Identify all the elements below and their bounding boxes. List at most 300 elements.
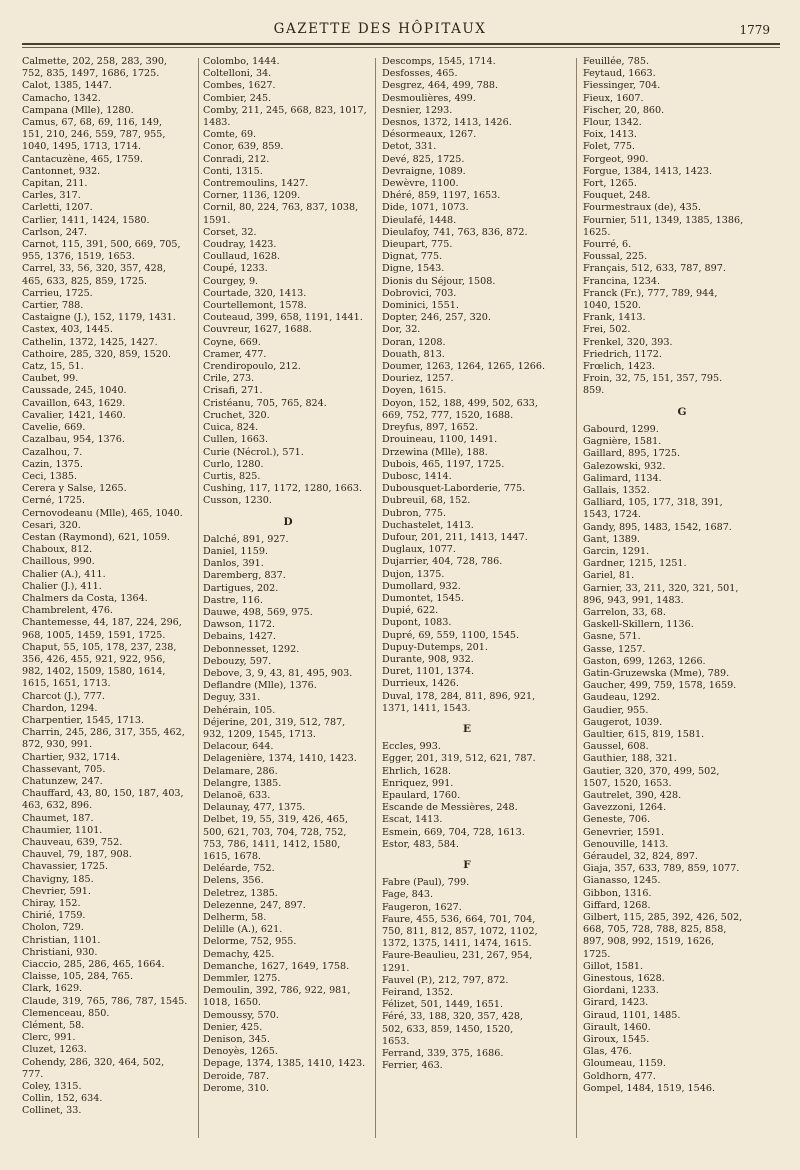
index-entry: 1591. [203,214,231,226]
index-entry: Frank, 1413. [583,312,646,324]
index-entry: Géraudel, 32, 824, 897. [583,851,698,862]
index-entry: Cantacuzène, 465, 1759. [22,153,143,165]
index-entry: Capitan, 211. [22,178,88,190]
index-entry: Crendiropoulo, 212. [203,361,301,373]
index-entry: Garrelon, 33, 68. [583,606,666,618]
index-entry: Dartigues, 202. [203,582,279,594]
index-entry: Carletti, 1207. [22,202,93,214]
index-entry: Gaugerot, 1039. [583,716,663,728]
index-entry: 753, 786, 1411, 1412, 1580, [203,838,341,850]
index-entry: Désormeaux, 1267. [382,129,477,141]
index-entry: Dobrovici, 703. [382,287,457,299]
index-entry: Dupont, 1083. [382,617,452,629]
index-entry: Campana (Mlle), 1280. [22,104,134,116]
index-entry: Comte, 69. [203,129,257,141]
index-entry: Carrieu, 1725. [22,287,93,299]
index-entry: Doumer, 1263, 1264, 1265, 1266. [382,361,546,373]
index-entry: Gavezzoni, 1264. [583,802,667,814]
index-entry: 1040, 1495, 1713, 1714. [22,141,142,153]
index-entry: Calmette, 202, 258, 283, 390, [22,56,167,67]
index-entry: Doyen, 1615. [382,385,447,397]
index-entry: Carrel, 33, 56, 320, 357, 428, [22,263,166,275]
index-entry: Crisafi, 271. [203,385,263,397]
index-entry: Chavassier, 1725. [22,861,109,873]
index-entry: Fischer, 20, 860. [583,104,665,116]
index-entry: Deflandre (Mlle), 1376. [203,680,317,692]
index-entry: Camus, 67, 68, 69, 116, 149, [22,117,163,129]
index-entry: Dieulafoy, 741, 763, 836, 872. [382,226,528,238]
index-entry: Dide, 1071, 1073. [382,202,469,214]
index-entry: 1725. [583,948,611,960]
index-entry: Delamare, 286. [203,765,278,777]
index-entry: Detot, 331. [382,141,437,153]
index-entry: Clément, 58. [22,1020,85,1032]
index-entry: Couteaud, 399, 658, 1191, 1441. [203,312,363,324]
index-entry: Gardner, 1215, 1251. [583,558,687,570]
index-entry: Combier, 245. [203,92,272,104]
index-entry: 465, 633, 825, 859, 1725. [22,275,148,287]
index-entry: Chirié, 1759. [22,910,86,922]
index-entry: Chardon, 1294. [22,702,98,714]
index-entry: 1543, 1724. [583,509,641,521]
index-entry: Foussal, 225. [583,251,648,263]
index-entry: Clark, 1629. [22,983,83,995]
index-entry: Chalier (A.), 411. [22,568,106,580]
index-entry: Fournier, 511, 1349, 1385, 1386, [583,214,744,226]
index-entry: Curie (Nécrol.), 571. [203,446,304,458]
index-entry: Ferrier, 463. [382,1060,443,1072]
index-entry: Cruchet, 320. [203,409,270,421]
index-entry: Comby, 211, 245, 668, 823, 1017, [203,104,367,116]
index-entry: Duret, 1101, 1374. [382,666,475,678]
column-divider-1 [198,58,199,1138]
index-entry: Delorme, 752, 955. [203,936,297,948]
index-entry: Gaucher, 499, 759, 1578, 1659. [583,680,737,692]
index-entry: Devraigne, 1089. [382,165,466,177]
index-entry: Cluzet, 1263. [22,1044,87,1056]
index-entry: Chalier (J.), 411. [22,580,102,592]
index-entry: Chassevant, 705. [22,763,106,775]
index-entry: Eccles, 993. [382,741,441,753]
index-entry: Giaja, 357, 633, 789, 859, 1077. [583,863,740,875]
index-entry: Cerné, 1725. [22,495,86,507]
index-entry: Esmein, 669, 704, 728, 1613. [382,826,525,838]
index-entry: 669, 752, 777, 1520, 1688. [382,409,514,421]
index-entry: Déjerine, 201, 319, 512, 787, [203,716,346,728]
index-entry: 750, 811, 812, 857, 1072, 1102, [382,926,538,938]
index-entry: Cathelin, 1372, 1425, 1427. [22,336,158,348]
index-entry: Delezenne, 247, 897. [203,899,306,911]
index-entry: Curtis, 825. [203,470,261,482]
index-entry: Ginestous, 1628. [583,973,665,985]
index-entry: Dubousquet-Laborderie, 775. [382,483,526,495]
index-entry: Estor, 483, 584. [382,838,459,850]
index-entry: Curlo, 1280. [203,458,264,470]
index-entry: Faugeron, 1627. [382,901,462,913]
index-entry: Giroux, 1545. [583,1034,650,1046]
index-entry: Folet, 775. [583,141,635,153]
index-entry: Daremberg, 837. [203,570,286,582]
index-entry: Escat, 1413. [382,814,443,826]
index-entry: Danlos, 391. [203,558,264,570]
index-entry: Garnier, 33, 211, 320, 321, 501, [583,582,739,594]
index-entry: Cazin, 1375. [22,458,83,470]
index-entry: Contremoulins, 1427. [203,178,309,190]
index-entry: Froin, 32, 75, 151, 357, 795. [583,373,723,385]
index-entry: Giffard, 1268. [583,899,651,911]
index-entry: 668, 705, 728, 788, 825, 858, [583,924,727,936]
index-entry: Dauwe, 498, 569, 975. [203,606,313,618]
index-entry: Escande de Messières, 248. [382,802,518,814]
index-entry: Combes, 1627. [203,80,276,92]
index-entry: Gagnière, 1581. [583,436,662,448]
index-entry: Deguy, 331. [203,692,261,704]
index-entry: Corner, 1136, 1209. [203,190,301,202]
index-entry: Dominici, 1551. [382,300,459,312]
section-letter: F [463,859,471,871]
index-entry: 1291. [382,962,410,974]
index-entry: Flour, 1342. [583,117,642,129]
index-entry: Francina, 1234. [583,275,661,287]
index-entry: Debove, 3, 9, 43, 81, 495, 903. [203,667,353,679]
index-entry: Chiray, 152. [22,898,81,910]
index-entry: Dopter, 246, 257, 320. [382,312,491,324]
index-entry: Douath, 813. [382,348,445,360]
index-entry: Dionis du Séjour, 1508. [382,275,496,287]
index-entry: Cazalbau, 954, 1376. [22,434,125,446]
index-entry: Dubron, 775. [382,507,447,519]
index-entry: Gloumeau, 1159. [583,1058,666,1070]
index-entry: Delagenière, 1374, 1410, 1423. [203,753,357,765]
index-entry: Dieulafé, 1448. [382,214,457,226]
index-entry: Digne, 1543. [382,263,445,275]
index-entry: Français, 512, 633, 787, 897. [583,263,726,275]
index-entry: 897, 908, 992, 1519, 1626, [583,936,715,948]
index-entry: Dieupart, 775. [382,239,453,251]
index-entry: Fage, 843. [382,889,434,901]
index-entry: Carnot, 115, 391, 500, 669, 705, [22,239,181,251]
index-entry: 1615, 1678. [203,851,261,862]
index-entry: Doran, 1208. [382,336,446,348]
index-entry: 932, 1209, 1545, 1713. [203,728,316,740]
index-entry: Chauveau, 639, 752. [22,837,123,848]
index-entry: Girard, 1423. [583,997,649,1009]
index-entry: Drouineau, 1100, 1491. [382,434,498,446]
index-entry: Carlson, 247. [22,226,88,238]
index-entry: Delbet, 19, 55, 319, 426, 465, [203,814,349,826]
index-entry: Gaultier, 615, 819, 1581. [583,728,705,740]
index-entry: Coullaud, 1628. [203,251,281,263]
index-entry: Colombo, 1444. [203,56,280,67]
index-entry: Chaput, 55, 105, 178, 237, 238, [22,641,177,653]
column-divider-2 [375,58,376,1138]
index-entry: Dumontet, 1545. [382,592,464,604]
index-entry: Couvreur, 1627, 1688. [203,324,312,336]
index-entry: Coudray, 1423. [203,239,277,251]
page-number: 1779 [739,23,770,37]
index-entry: Gauthier, 188, 321. [583,753,677,765]
index-entry: Frœlich, 1423. [583,361,655,373]
index-entry: Castaigne (J.), 152, 1179, 1431. [22,312,176,324]
index-entry: Conor, 639, 859. [203,141,284,153]
index-entry: Collin, 152, 634. [22,1093,103,1105]
index-entry: Egger, 201, 319, 512, 621, 787. [382,753,536,765]
index-entry: Cushing, 117, 1172, 1280, 1663. [203,483,363,495]
index-entry: Debouzy, 597. [203,655,272,667]
index-entry: Delacour, 644. [203,741,274,753]
index-entry: Calot, 1385, 1447. [22,80,112,92]
index-entry: Chalmers da Costa, 1364. [22,592,148,604]
index-entry: 1625. [583,226,611,238]
index-entry: Durrieux, 1426. [382,678,459,690]
index-entry: Debonnesset, 1292. [203,643,300,655]
index-entry: Cernovodeanu (Mlle), 465, 1040. [22,507,183,519]
index-entry: Delherm, 58. [203,912,267,924]
index-entry: Genouville, 1413. [583,838,669,850]
index-entry: Gaussel, 608. [583,741,649,753]
index-entry: Fabre (Paul), 799. [382,877,470,889]
index-entry: 982, 1402, 1509, 1580, 1614, [22,666,166,678]
index-entry: Gompel, 1484, 1519, 1546. [583,1082,716,1094]
index-entry: Dor, 32. [382,324,421,336]
index-entry: Dewèvre, 1100. [382,178,459,190]
index-entry: Coupé, 1233. [203,263,268,275]
index-entry: Dumollard, 932. [382,580,461,592]
index-entry: 1483. [203,117,231,129]
index-entry: Caubet, 99. [22,373,79,385]
header-rule-thin [22,47,780,48]
index-entry: Cornil, 80, 224, 763, 837, 1038, [203,202,359,214]
index-entry: Gallais, 1352. [583,484,650,496]
index-column-4 [583,56,781,1095]
index-entry: 859. [583,385,605,397]
index-entry: 752, 835, 1497, 1686, 1725. [22,68,160,80]
index-entry: Courgey, 9. [203,275,259,287]
index-entry: Friedrich, 1172. [583,348,662,360]
index-entry: Durante, 908, 932. [382,653,474,665]
index-entry: Delaunay, 477, 1375. [203,802,306,814]
index-entry: Cathoire, 285, 320, 859, 1520. [22,348,171,360]
index-entry: Demachy, 425. [203,948,275,960]
index-entry: Clemenceau, 850. [22,1007,110,1019]
index-entry: 1018, 1650. [203,997,261,1009]
index-entry: Dehérain, 105. [203,704,276,716]
index-entry: Fourré, 6. [583,239,632,251]
section-letter: G [677,405,687,418]
index-entry: Drzewina (Mlle), 188. [382,446,488,458]
index-entry: Dubois, 465, 1197, 1725. [382,458,505,470]
index-entry: Duval, 178, 284, 811, 896, 921, [382,690,536,702]
index-entry: Cuica, 824. [203,422,259,434]
index-entry: Cartier, 788. [22,300,84,312]
index-entry: Gabourd, 1299. [583,423,659,435]
index-entry: Dujarrier, 404, 728, 786. [382,556,503,568]
index-entry: Desmoulières, 499. [382,92,476,104]
index-entry: Cerera y Salse, 1265. [22,483,127,495]
index-entry: Gillot, 1581. [583,960,644,972]
index-entry: 356, 426, 455, 921, 922, 956, [22,653,166,665]
index-entry: Gasne, 571. [583,631,641,643]
index-entry: Fort, 1265. [583,178,637,190]
index-entry: Dubreuil, 68, 152. [382,495,471,507]
index-entry: Depage, 1374, 1385, 1410, 1423. [203,1058,366,1070]
index-entry: Chaumet, 187. [22,812,94,824]
index-entry: Gaudier, 955. [583,704,649,716]
index-entry: 1040, 1520. [583,300,641,312]
index-entry: Fouquet, 248. [583,190,651,202]
index-entry: Courtellemont, 1578. [203,300,307,312]
index-entry: 1507, 1520, 1653. [583,777,672,789]
index-entry: Delille (A.), 621. [203,924,283,936]
index-entry: Gilbert, 115, 285, 392, 426, 502, [583,912,743,924]
index-entry: Delanoë, 633. [203,789,271,801]
index-entry: Cristéanu, 705, 765, 824. [203,397,327,409]
index-entry: Gaston, 699, 1263, 1266. [583,655,706,667]
index-entry: Cazalhou, 7. [22,446,83,458]
index-entry: Carles, 317. [22,190,81,202]
index-entry: Demoulin, 392, 786, 922, 981, [203,985,351,997]
index-entry: Duchastelet, 1413. [382,519,474,531]
index-entry: Corset, 32. [203,226,257,238]
index-entry: Féré, 33, 188, 320, 357, 428, [382,1011,524,1023]
index-entry: Cusson, 1230. [203,495,272,507]
index-entry: Galliard, 105, 177, 318, 391, [583,497,723,509]
index-entry: Gibbon, 1316. [583,887,652,899]
index-entry: 500, 621, 703, 704, 728, 752, [203,826,347,838]
index-entry: Gautier, 320, 370, 499, 502, [583,765,720,777]
index-entry: Crile, 273. [203,373,255,385]
index-entry: 896, 943, 991, 1483. [583,594,684,606]
index-entry: Denison, 345. [203,1034,270,1046]
index-entry: Christian, 1101. [22,934,101,946]
index-entry: Doyon, 152, 188, 499, 502, 633, [382,397,538,409]
index-entry: Gariel, 81. [583,570,635,582]
index-entry: 502, 633, 859, 1450, 1520, [382,1023,514,1035]
index-entry: Geneste, 706. [583,814,651,826]
index-entry: Fieux, 1607. [583,92,644,104]
index-entry: Frenkel, 320, 393. [583,336,673,348]
index-entry: Gaudeau, 1292. [583,692,660,704]
index-entry: Epaulard, 1760. [382,789,461,801]
index-entry: Cullen, 1663. [203,434,269,446]
index-entry: Courtade, 320, 1413. [203,287,307,299]
index-entry: Delens, 356. [203,875,264,887]
index-entry: 463, 632, 896. [22,800,93,812]
index-entry: 1371, 1411, 1543. [382,702,471,714]
index-column-3 [382,56,552,1072]
index-entry: Genevrier, 1591. [583,826,665,838]
index-entry: Franck (Fr.), 777, 789, 944, [583,287,718,299]
header-rule-thick [22,43,780,45]
index-entry: Gasse, 1257. [583,643,646,655]
index-entry: Galezowski, 932. [583,460,666,472]
index-entry: Daniel, 1159. [203,545,268,557]
index-entry: Fiessinger, 704. [583,80,661,92]
index-entry: Charcot (J.), 777. [22,690,105,702]
index-entry: Forgeot, 990. [583,153,649,165]
index-entry: Dubosc, 1414. [382,470,452,482]
index-entry: Feuillée, 785. [583,56,650,67]
page-header [0,0,800,60]
index-entry: Chaillous, 990. [22,556,95,568]
index-entry: Dalché, 891, 927. [203,533,289,545]
index-entry: Foix, 1413. [583,129,637,141]
index-entry: Giraud, 1101, 1485. [583,1009,681,1021]
index-entry: Clerc, 991. [22,1032,76,1044]
index-entry: Demanche, 1627, 1649, 1758. [203,960,350,972]
index-entry: Frei, 502. [583,324,631,336]
index-entry: Castex, 403, 1445. [22,324,113,336]
index-entry: Gant, 1389. [583,533,640,545]
index-entry: Gaskell-Skillern, 1136. [583,619,694,631]
index-entry: Galimard, 1134. [583,472,662,484]
index-entry: Enriquez, 991. [382,777,454,789]
index-entry: Derome, 310. [203,1082,269,1094]
index-entry: Collinet, 33. [22,1105,82,1117]
index-entry: Forgue, 1384, 1413, 1423. [583,165,713,177]
index-entry: Chavigny, 185. [22,873,94,885]
index-entry: Cavalier, 1421, 1460. [22,409,126,421]
index-entry: Giordani, 1233. [583,985,659,997]
index-entry: Claude, 319, 765, 786, 787, 1545. [22,995,188,1007]
index-entry: Dufour, 201, 211, 1413, 1447. [382,531,528,543]
index-entry: Fourmestraux (de), 435. [583,202,701,214]
index-entry: Glas, 476. [583,1046,632,1058]
index-entry: Charrin, 245, 286, 317, 355, 462, [22,727,185,739]
index-entry: Desgrez, 464, 499, 788. [382,80,499,92]
index-entry: Desnier, 1293. [382,104,453,116]
index-entry: Chaumier, 1101. [22,824,103,836]
index-entry: 1372, 1375, 1411, 1474, 1615. [382,938,532,950]
index-column-2 [203,56,373,1095]
index-entry: Chauffard, 43, 80, 150, 187, 403, [22,788,184,800]
index-entry: 1615, 1651, 1713. [22,678,111,690]
index-entry: Gatin-Gruzewska (Mme), 789. [583,667,730,679]
section-letter: E [462,722,471,735]
index-entry: Dupré, 69, 559, 1100, 1545. [382,629,520,641]
index-entry: Chaboux, 812. [22,544,93,556]
index-entry: Girault, 1460. [583,1021,651,1033]
index-entry: Delangre, 1385. [203,777,282,789]
index-entry: Catz, 15, 51. [22,361,84,373]
column-divider-3 [576,58,577,1138]
index-entry: Dupié, 622. [382,605,439,617]
index-entry: Debains, 1427. [203,631,276,643]
index-entry: Chartier, 932, 1714. [22,751,120,763]
index-entry: 968, 1005, 1459, 1591, 1725. [22,629,166,641]
index-entry: Deroide, 787. [203,1070,270,1082]
index-entry: Cestan (Raymond), 621, 1059. [22,531,170,543]
index-entry: Cavelie, 669. [22,422,86,434]
index-entry: Dastre, 116. [203,594,263,606]
index-entry: Deléarde, 752. [203,863,275,875]
index-entry: Coley, 1315. [22,1081,82,1093]
index-entry: Deletrez, 1385. [203,887,278,899]
index-entry: Coltelloni, 34. [203,68,272,80]
index-entry: Cavaillon, 643, 1629. [22,397,126,409]
index-entry: Camacho, 1342. [22,92,101,104]
index-entry: Gautrelet, 390, 428. [583,789,682,801]
index-entry: Desnos, 1372, 1413, 1426. [382,117,512,129]
index-entry: 955, 1376, 1519, 1653. [22,251,135,263]
index-entry: Goldhorn, 477. [583,1070,656,1082]
index-entry: Dignat, 775. [382,251,443,263]
index-entry: Douriez, 1257. [382,373,454,385]
index-entry: 1653. [382,1035,410,1047]
index-entry: Chantemesse, 44, 187, 224, 296, [22,617,182,629]
index-entry: Feytaud, 1663. [583,68,656,80]
index-entry: Christiani, 930. [22,946,98,958]
